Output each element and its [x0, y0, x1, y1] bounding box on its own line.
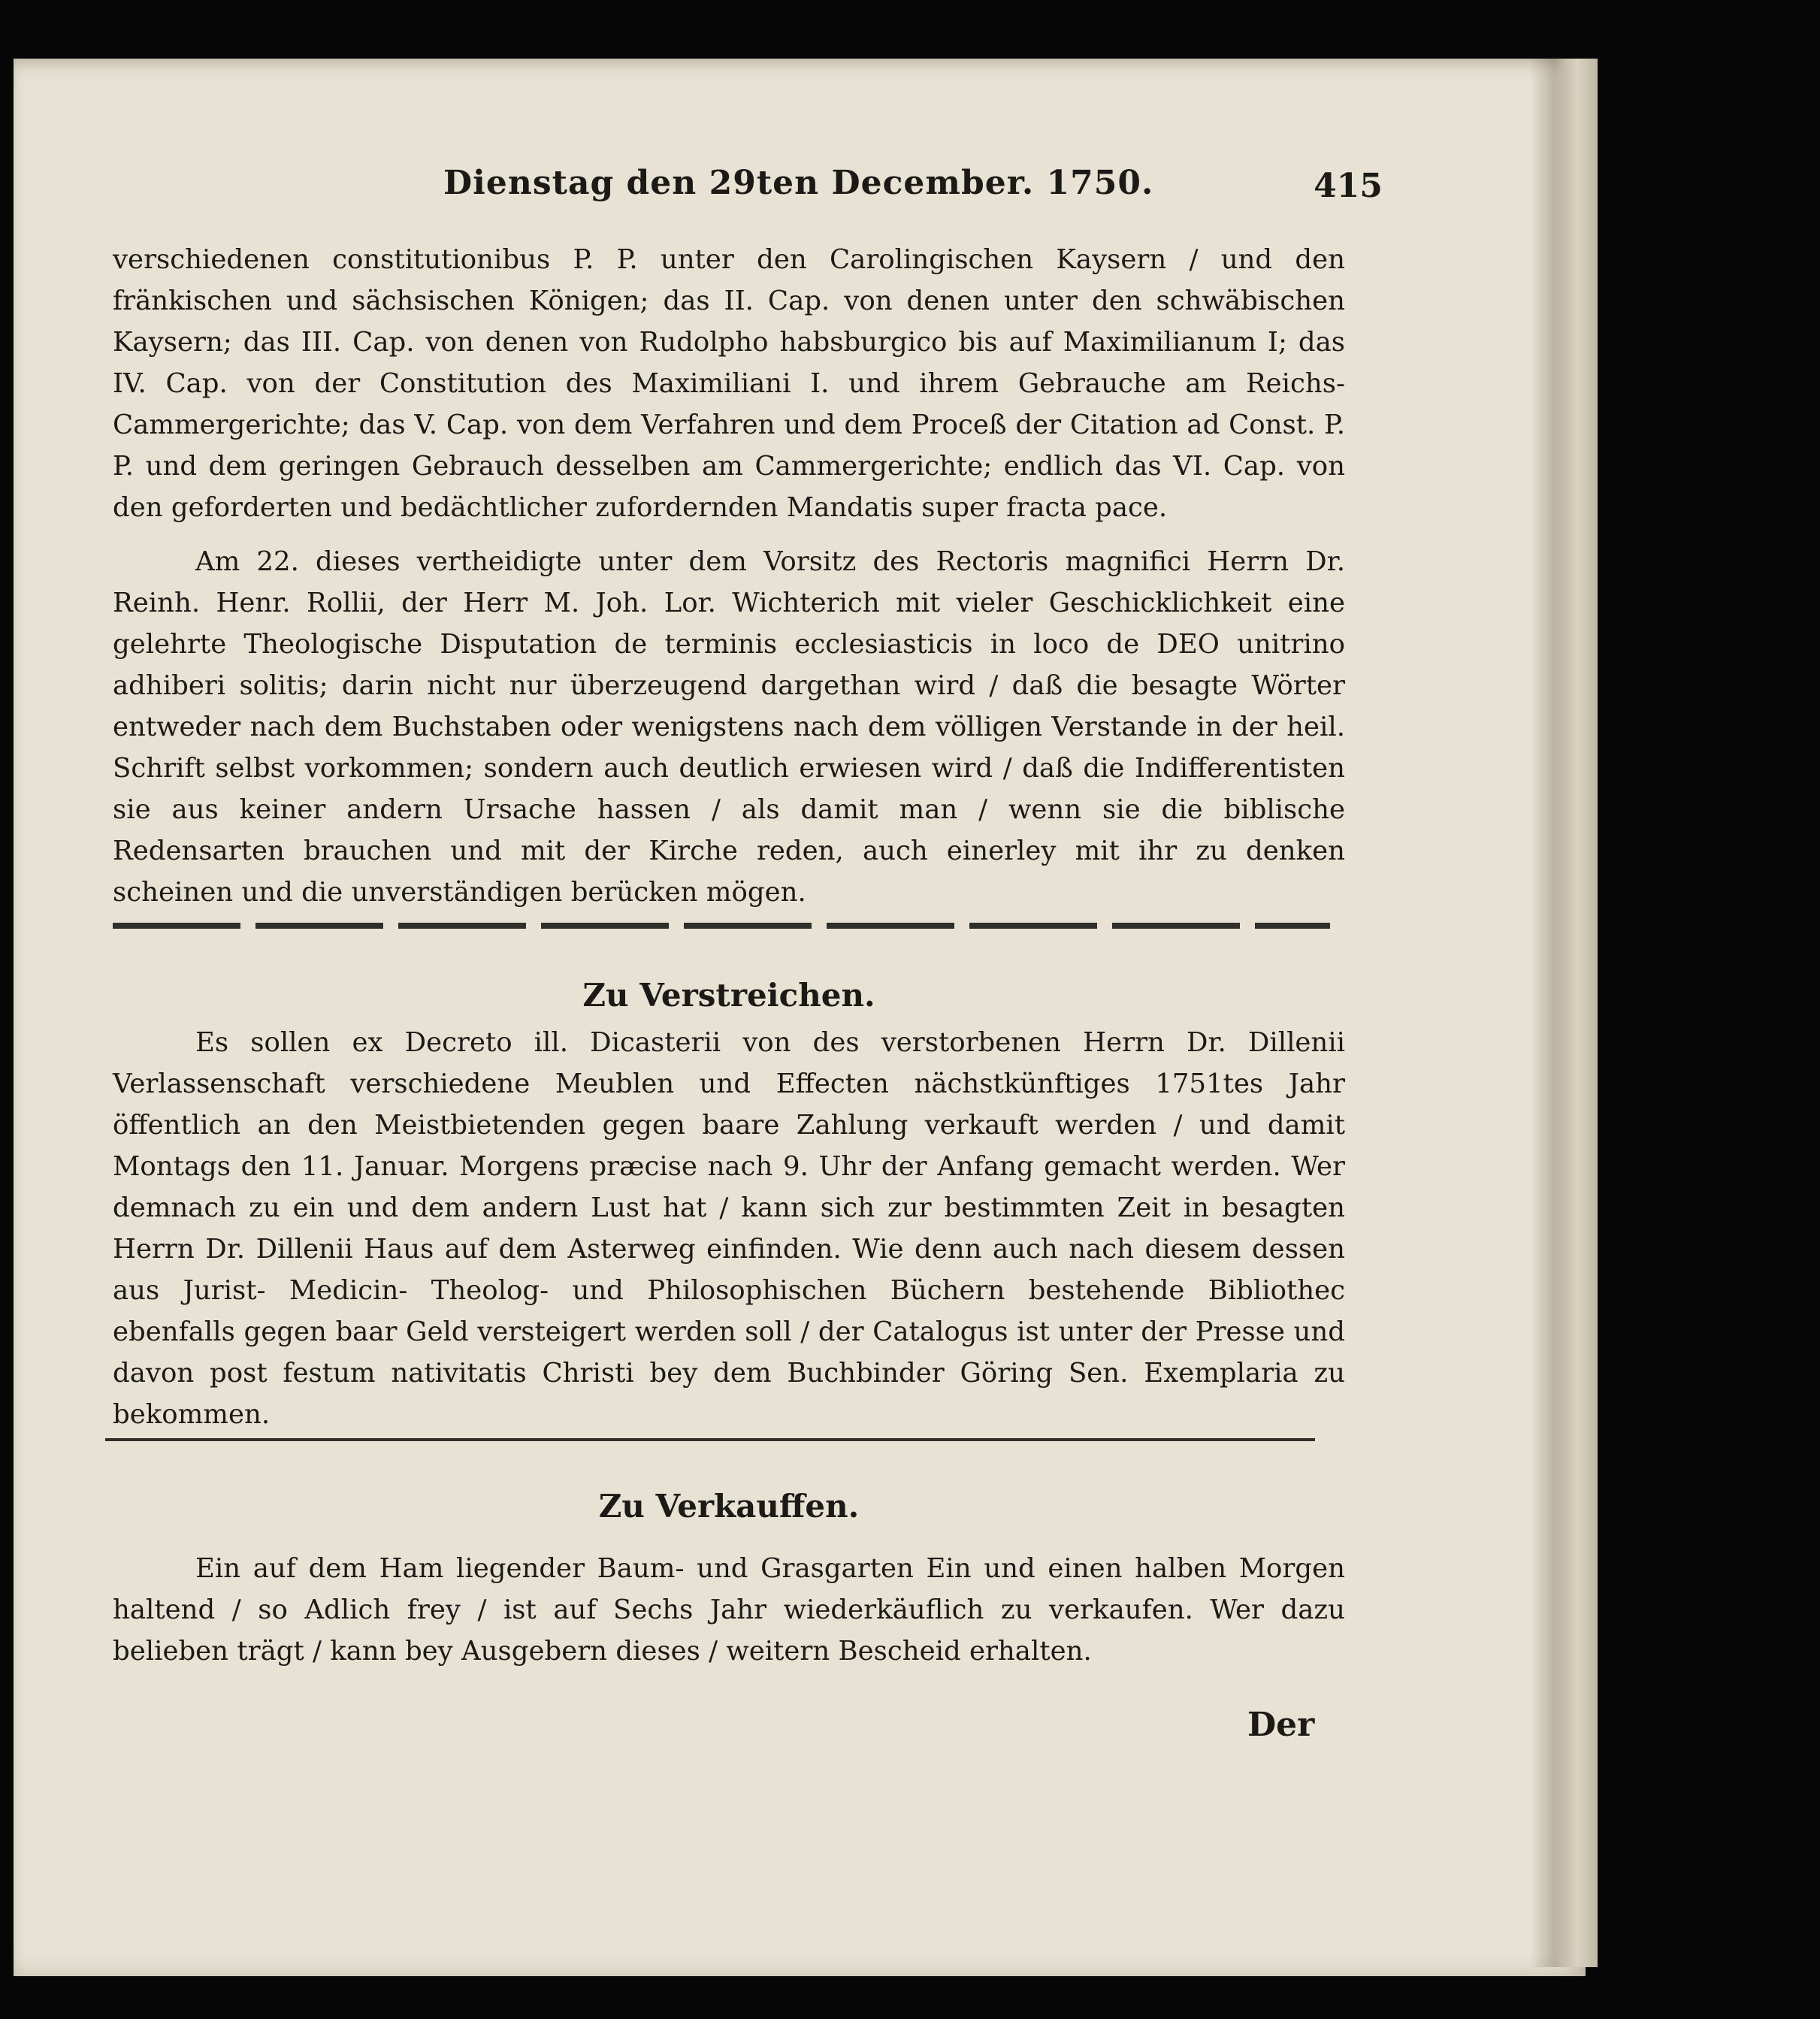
page-number: 415: [1314, 167, 1383, 205]
header-date-title: Dienstag den 29ten December. 1750.: [443, 164, 1154, 202]
disputation-paragraph-block: [113, 541, 1345, 913]
catchword: Der: [1247, 1706, 1315, 1744]
section-title-verstreichen: Zu Verstreichen.: [582, 977, 875, 1014]
paragraph-chapters: verschiedenen constitutionibus P. P. unter den Carolingischen Kaysern / und den fränkischen und sächsischen Königen; das II. Cap. von denen unter den schwäbischen Kaysern; das III. Cap. von denen von Rudolpho habsburgico bis auf Maximilianum I; das IV. Cap. von der Constitution des Maximiliani I. und ihrem Gebrauche am Reichs-Cammergerichte; das V. Cap. von dem Verfahren und dem Proceß der Citation ad Const. P. P. und dem geringen Gebrauch desselben am Cammergerichte; endlich das VI. Cap. von den geforderten und bedächtlicher zufordernden Mandatis super fracta pace.: [113, 244, 1345, 523]
section-title-verkauffen: Zu Verkauffen.: [598, 1488, 860, 1525]
dashed-separator: [113, 923, 1330, 929]
paragraph-disputation: Am 22. dieses vertheidigte unter dem Vorsitz des Rectoris magnifici Herrn Dr. Reinh. Henr. Rollii, der Herr M. Joh. Lor. Wichterich mit vieler Geschicklichkeit eine gelehrte Theologische Disputation de terminis ecclesiasticis in loco de DEO unitrino adhiberi solitis; darin nicht nur überzeugend dargethan wird / daß die besagte Wörter entweder nach dem Buchstaben oder wenigstens nach dem völligen Verstande in der heil. Schrift selbst vorkommen; sondern auch deutlich erwiesen wird / daß die Indifferentisten sie aus keiner andern Ursache hassen / als damit man / wenn sie die biblische Redensarten brauchen und mit der Kirche reden, auch einerley mit ihr zu denken scheinen und die unverständigen berücken mögen.: [113, 546, 1345, 908]
solid-separator: [105, 1438, 1315, 1441]
paragraph-sale: Ein auf dem Ham liegender Baum- und Grasgarten Ein und einen halben Morgen haltend / so Adlich frey / ist auf Sechs Jahr wiederkäuflich zu verkaufen. Wer dazu belieben trägt / kann bey Ausgebern dieses / weitern Bescheid erhalten.: [113, 1553, 1345, 1667]
sale-notice-block: [113, 1548, 1345, 1672]
page-edge-shadow: [1530, 59, 1598, 1967]
auction-notice-block: [113, 1022, 1345, 1435]
chapter-list-paragraph: [113, 239, 1345, 528]
paragraph-auction: Es sollen ex Decreto ill. Dicasterii von des verstorbenen Herrn Dr. Dillenii Verlassenschaft verschiedene Meublen und Effecten nächstkünftiges 1751tes Jahr öffentlich an den Meistbietenden gegen baare Zahlung verkauft werden / und damit Montags den 11. Januar. Morgens præcise nach 9. Uhr der Anfang gemacht werden. Wer demnach zu ein und dem andern Lust hat / kann sich zur bestimmten Zeit in besagten Herrn Dr. Dillenii Haus auf dem Asterweg einfinden. Wie denn auch nach diesem dessen aus Jurist- Medicin- Theolog- und Philosophischen Büchern bestehende Bibliothec ebenfalls gegen baar Geld versteigert werden soll / der Catalogus ist unter der Presse und davon post festum nativitatis Christi bey dem Buchbinder Göring Sen. Exemplaria zu bekommen.: [113, 1027, 1345, 1430]
running-header: [443, 164, 1383, 216]
